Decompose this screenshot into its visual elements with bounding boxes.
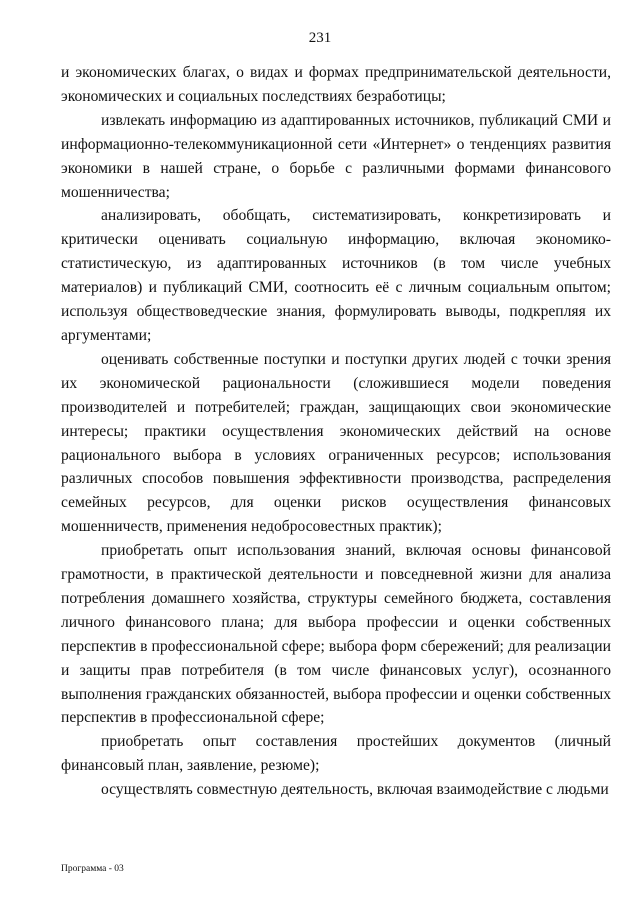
paragraph-4: оценивать собственные поступки и поступки других людей с точки зрения их экономической рациональности (сложившиеся модели поведения производителей и потребителей; граждан, защищающих свои экономические интересы; практики осуществления экономических действий на основе рационального выбора в условиях ограниченных ресурсов; использования различных способов повышения эффективности производства, распределения семейных ресурсов, для оценки рисков осуществления финансовых мошенничеств, применения недобросовестных практик); [61,350,611,536]
page-number: 231 [308,30,332,46]
paragraph-6: приобретать опыт составления простейших документов (личный финансовый план, заявление, резюме); [61,733,611,775]
paragraph-7: осуществлять совместную деятельность, включая взаимодействие с людьми [101,781,609,799]
paragraph-2: извлекать информацию из адаптированных источников, публикаций СМИ и информационно-телекоммуникационной сети «Интернет» о тенденциях развития экономики в нашей стране, о борьбе с различными формами финансового мошенничества; [61,111,611,201]
document-body [61,61,611,802]
paragraph-5: приобретать опыт использования знаний, включая основы финансовой грамотности, в практической деятельности и повседневной жизни для анализа потребления домашнего хозяйства, структуры семейного бюджета, составления личного финансового плана; для выбора профессии и оценки собственных перспектив в профессиональной сфере; выбора форм сбережений; для реализации и защиты прав потребителя (в том числе финансовых услуг), осознанного выполнения гражданских обязанностей, выбора профессии и оценки собственных перспектив в профессиональной сфере; [61,542,611,727]
page-footer: Программа - 03 [61,864,124,874]
paragraph-3: анализировать, обобщать, систематизировать, конкретизировать и критически оценивать социальную информацию, включая экономико-статистическую, из адаптированных источников (в том числе учебных материалов) и публикаций СМИ, соотносить её с личным социальным опытом; используя обществоведческие знания, формулировать выводы, подкрепляя их аргументами; [61,207,611,344]
paragraph-1: и экономических благах, о видах и формах предпринимательской деятельности, экономических и социальных последствиях безработицы; [61,64,611,105]
